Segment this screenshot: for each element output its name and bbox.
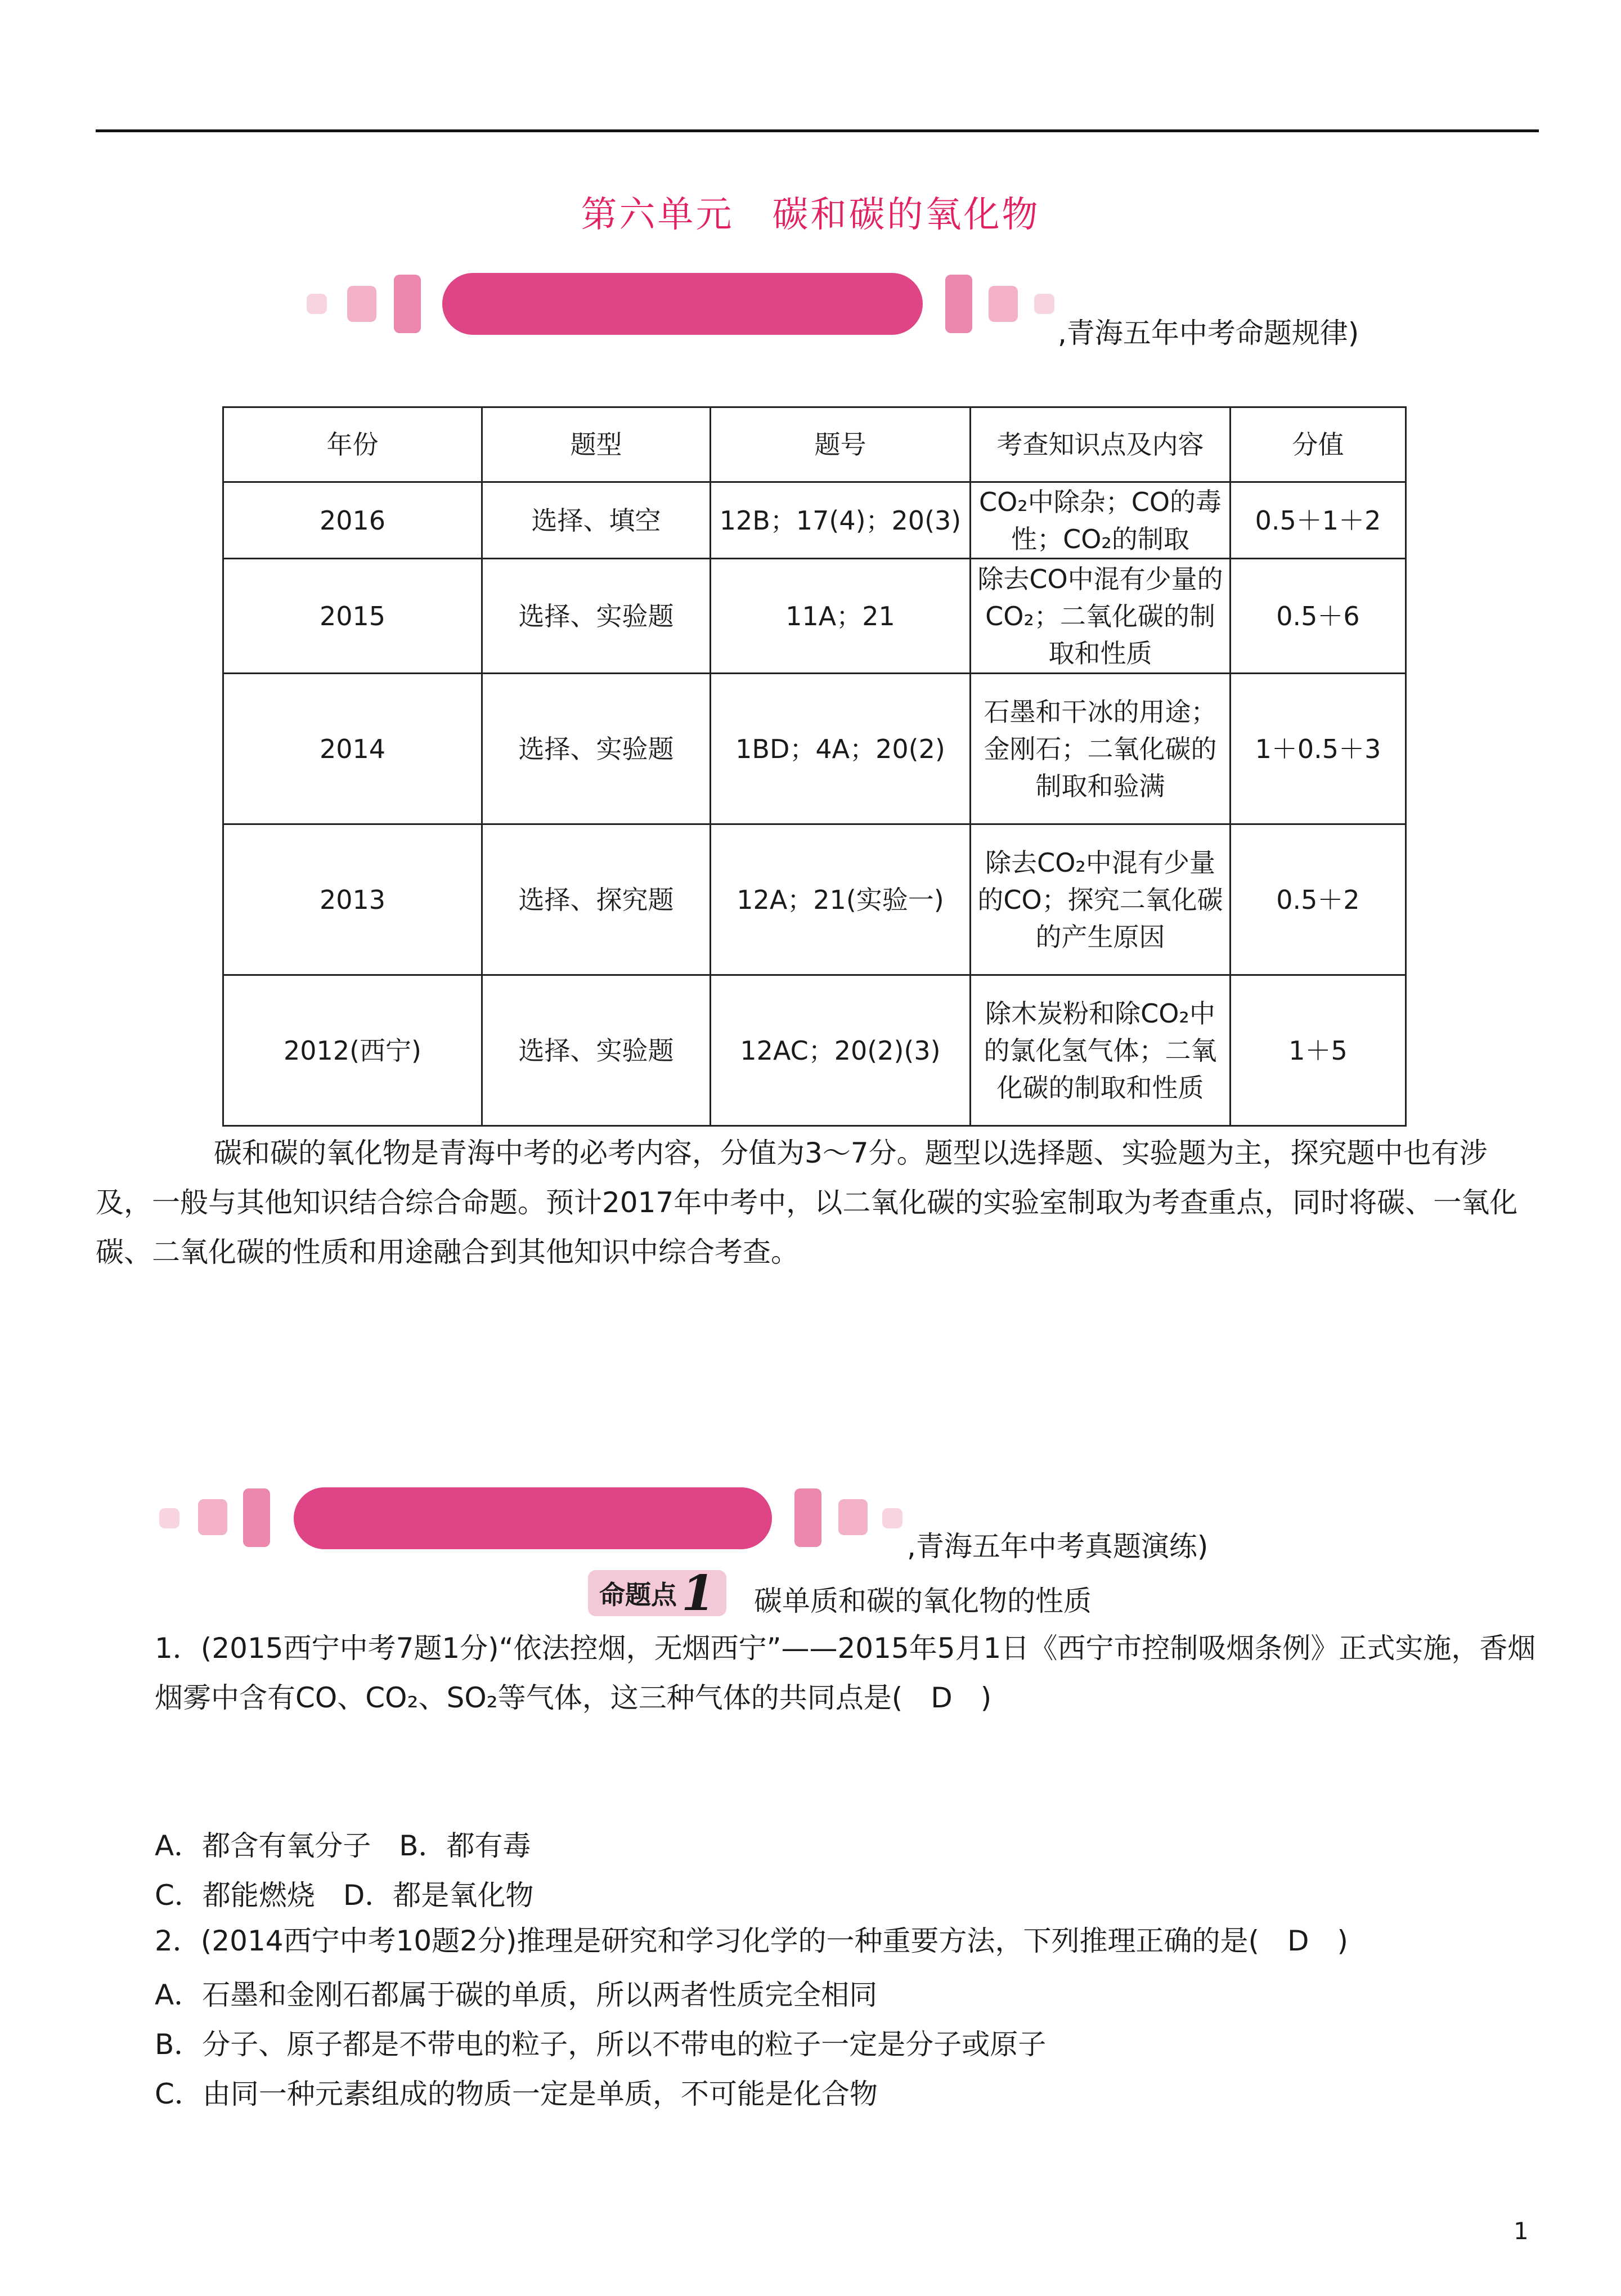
question-1 — [155, 1624, 1539, 1723]
cell-number: 12A；21(实验一) — [711, 824, 971, 975]
banner-square — [307, 294, 327, 314]
cell-year: 2015 — [223, 559, 482, 674]
table-row — [223, 674, 1406, 824]
question-2-option: C．由同一种元素组成的物质一定是单质，不可能是化合物 — [155, 2078, 878, 2110]
question-1-text: 1．(2015西宁中考7题1分)“依法控烟，无烟西宁”——2015年5月1日《西宁市控制吸烟条例》正式实施，香烟烟雾中含有CO、CO₂、SO₂等气体，这三种气体的共同点是( D ) — [155, 1632, 1536, 1714]
question-2-option: A．石墨和金刚石都属于碳的单质，所以两者性质完全相同 — [155, 1979, 878, 2011]
banner-pill — [294, 1487, 772, 1549]
topic-point-number: 1 — [681, 1564, 715, 1622]
question-2 — [155, 1916, 1539, 1966]
banner-square — [794, 1488, 821, 1547]
cell-content: 除去CO中混有少量的CO₂；二氧化碳的制取和性质 — [971, 559, 1231, 674]
banner-square — [882, 1508, 902, 1528]
page-title: 第六单元 碳和碳的氧化物 — [581, 194, 1040, 236]
cell-year: 2012(西宁) — [223, 975, 482, 1126]
cell-type: 选择、实验题 — [482, 674, 711, 824]
banner-square — [838, 1499, 868, 1535]
cell-type: 选择、填空 — [482, 482, 711, 559]
banner-square — [243, 1488, 270, 1547]
table-row — [223, 975, 1406, 1126]
banner-square — [159, 1508, 179, 1528]
cell-number: 1BD；4A；20(2) — [711, 674, 971, 824]
cell-type: 选择、实验题 — [482, 975, 711, 1126]
banner-caption: ,青海五年中考真题演练) — [907, 1530, 1209, 1563]
page-number: 1 — [1514, 2217, 1529, 2245]
table-row — [223, 482, 1406, 559]
cell-number: 11A；21 — [711, 559, 971, 674]
banner-square — [394, 275, 421, 333]
banner-caption: ,青海五年中考命题规律) — [1058, 317, 1359, 349]
cell-content: 石墨和干冰的用途；金刚石；二氧化碳的制取和验满 — [971, 674, 1231, 824]
exam-pattern-table — [222, 406, 1407, 1127]
topic-point-badge — [588, 1564, 726, 1622]
cell-score: 0.5＋1＋2 — [1231, 482, 1406, 559]
question-1-option: A．都含有氧分子 B．都有毒 — [155, 1829, 531, 1862]
col-header-number: 题号 — [711, 407, 971, 482]
col-header-year: 年份 — [223, 407, 482, 482]
cell-year: 2016 — [223, 482, 482, 559]
cell-score: 0.5＋6 — [1231, 559, 1406, 674]
topic-point-title: 碳单质和碳的氧化物的性质 — [754, 1585, 1092, 1617]
table-header-row — [223, 407, 1406, 482]
banner-square — [1034, 294, 1054, 314]
topic-point-label: 命题点 — [599, 1580, 677, 1610]
table-row — [223, 559, 1406, 674]
cell-score: 1＋5 — [1231, 975, 1406, 1126]
cell-content: 除木炭粉和除CO₂中的氯化氢气体；二氧化碳的制取和性质 — [971, 975, 1231, 1126]
cell-content: 除去CO₂中混有少量的CO；探究二氧化碳的产生原因 — [971, 824, 1231, 975]
table-row — [223, 824, 1406, 975]
cell-number: 12AC；20(2)(3) — [711, 975, 971, 1126]
col-header-type: 题型 — [482, 407, 711, 482]
question-2-option: B．分子、原子都是不带电的粒子，所以不带电的粒子一定是分子或原子 — [155, 2028, 1047, 2061]
banner-pill — [442, 273, 923, 335]
cell-score: 0.5＋2 — [1231, 824, 1406, 975]
col-header-content: 考查知识点及内容 — [971, 407, 1231, 482]
cell-year: 2014 — [223, 674, 482, 824]
banner-square — [989, 286, 1018, 322]
banner-square — [945, 275, 972, 333]
cell-type: 选择、探究题 — [482, 824, 711, 975]
summary-paragraph: 碳和碳的氧化物是青海中考的必考内容，分值为3～7分。题型以选择题、实验题为主，探究题中也有涉及，一般与其他知识结合综合命题。预计2017年中考中，以二氧化碳的实验室制取为考查重点，同时将碳、一氧化碳、二氧化碳的性质和用途融合到其他知识中综合考查。 — [96, 1137, 1518, 1268]
cell-content: CO₂中除杂；CO的毒性；CO₂的制取 — [971, 482, 1231, 559]
cell-year: 2013 — [223, 824, 482, 975]
question-1-option: C．都能燃烧 D．都是氧化物 — [155, 1879, 534, 1912]
banner-square — [347, 286, 376, 322]
cell-number: 12B；17(4)；20(3) — [711, 482, 971, 559]
header-rule — [96, 129, 1539, 132]
col-header-score: 分值 — [1231, 407, 1406, 482]
banner-square — [198, 1499, 227, 1535]
cell-score: 1＋0.5＋3 — [1231, 674, 1406, 824]
question-2-text: 2．(2014西宁中考10题2分)推理是研究和学习化学的一种重要方法，下列推理正确的是( D ) — [155, 1925, 1349, 1957]
cell-type: 选择、实验题 — [482, 559, 711, 674]
